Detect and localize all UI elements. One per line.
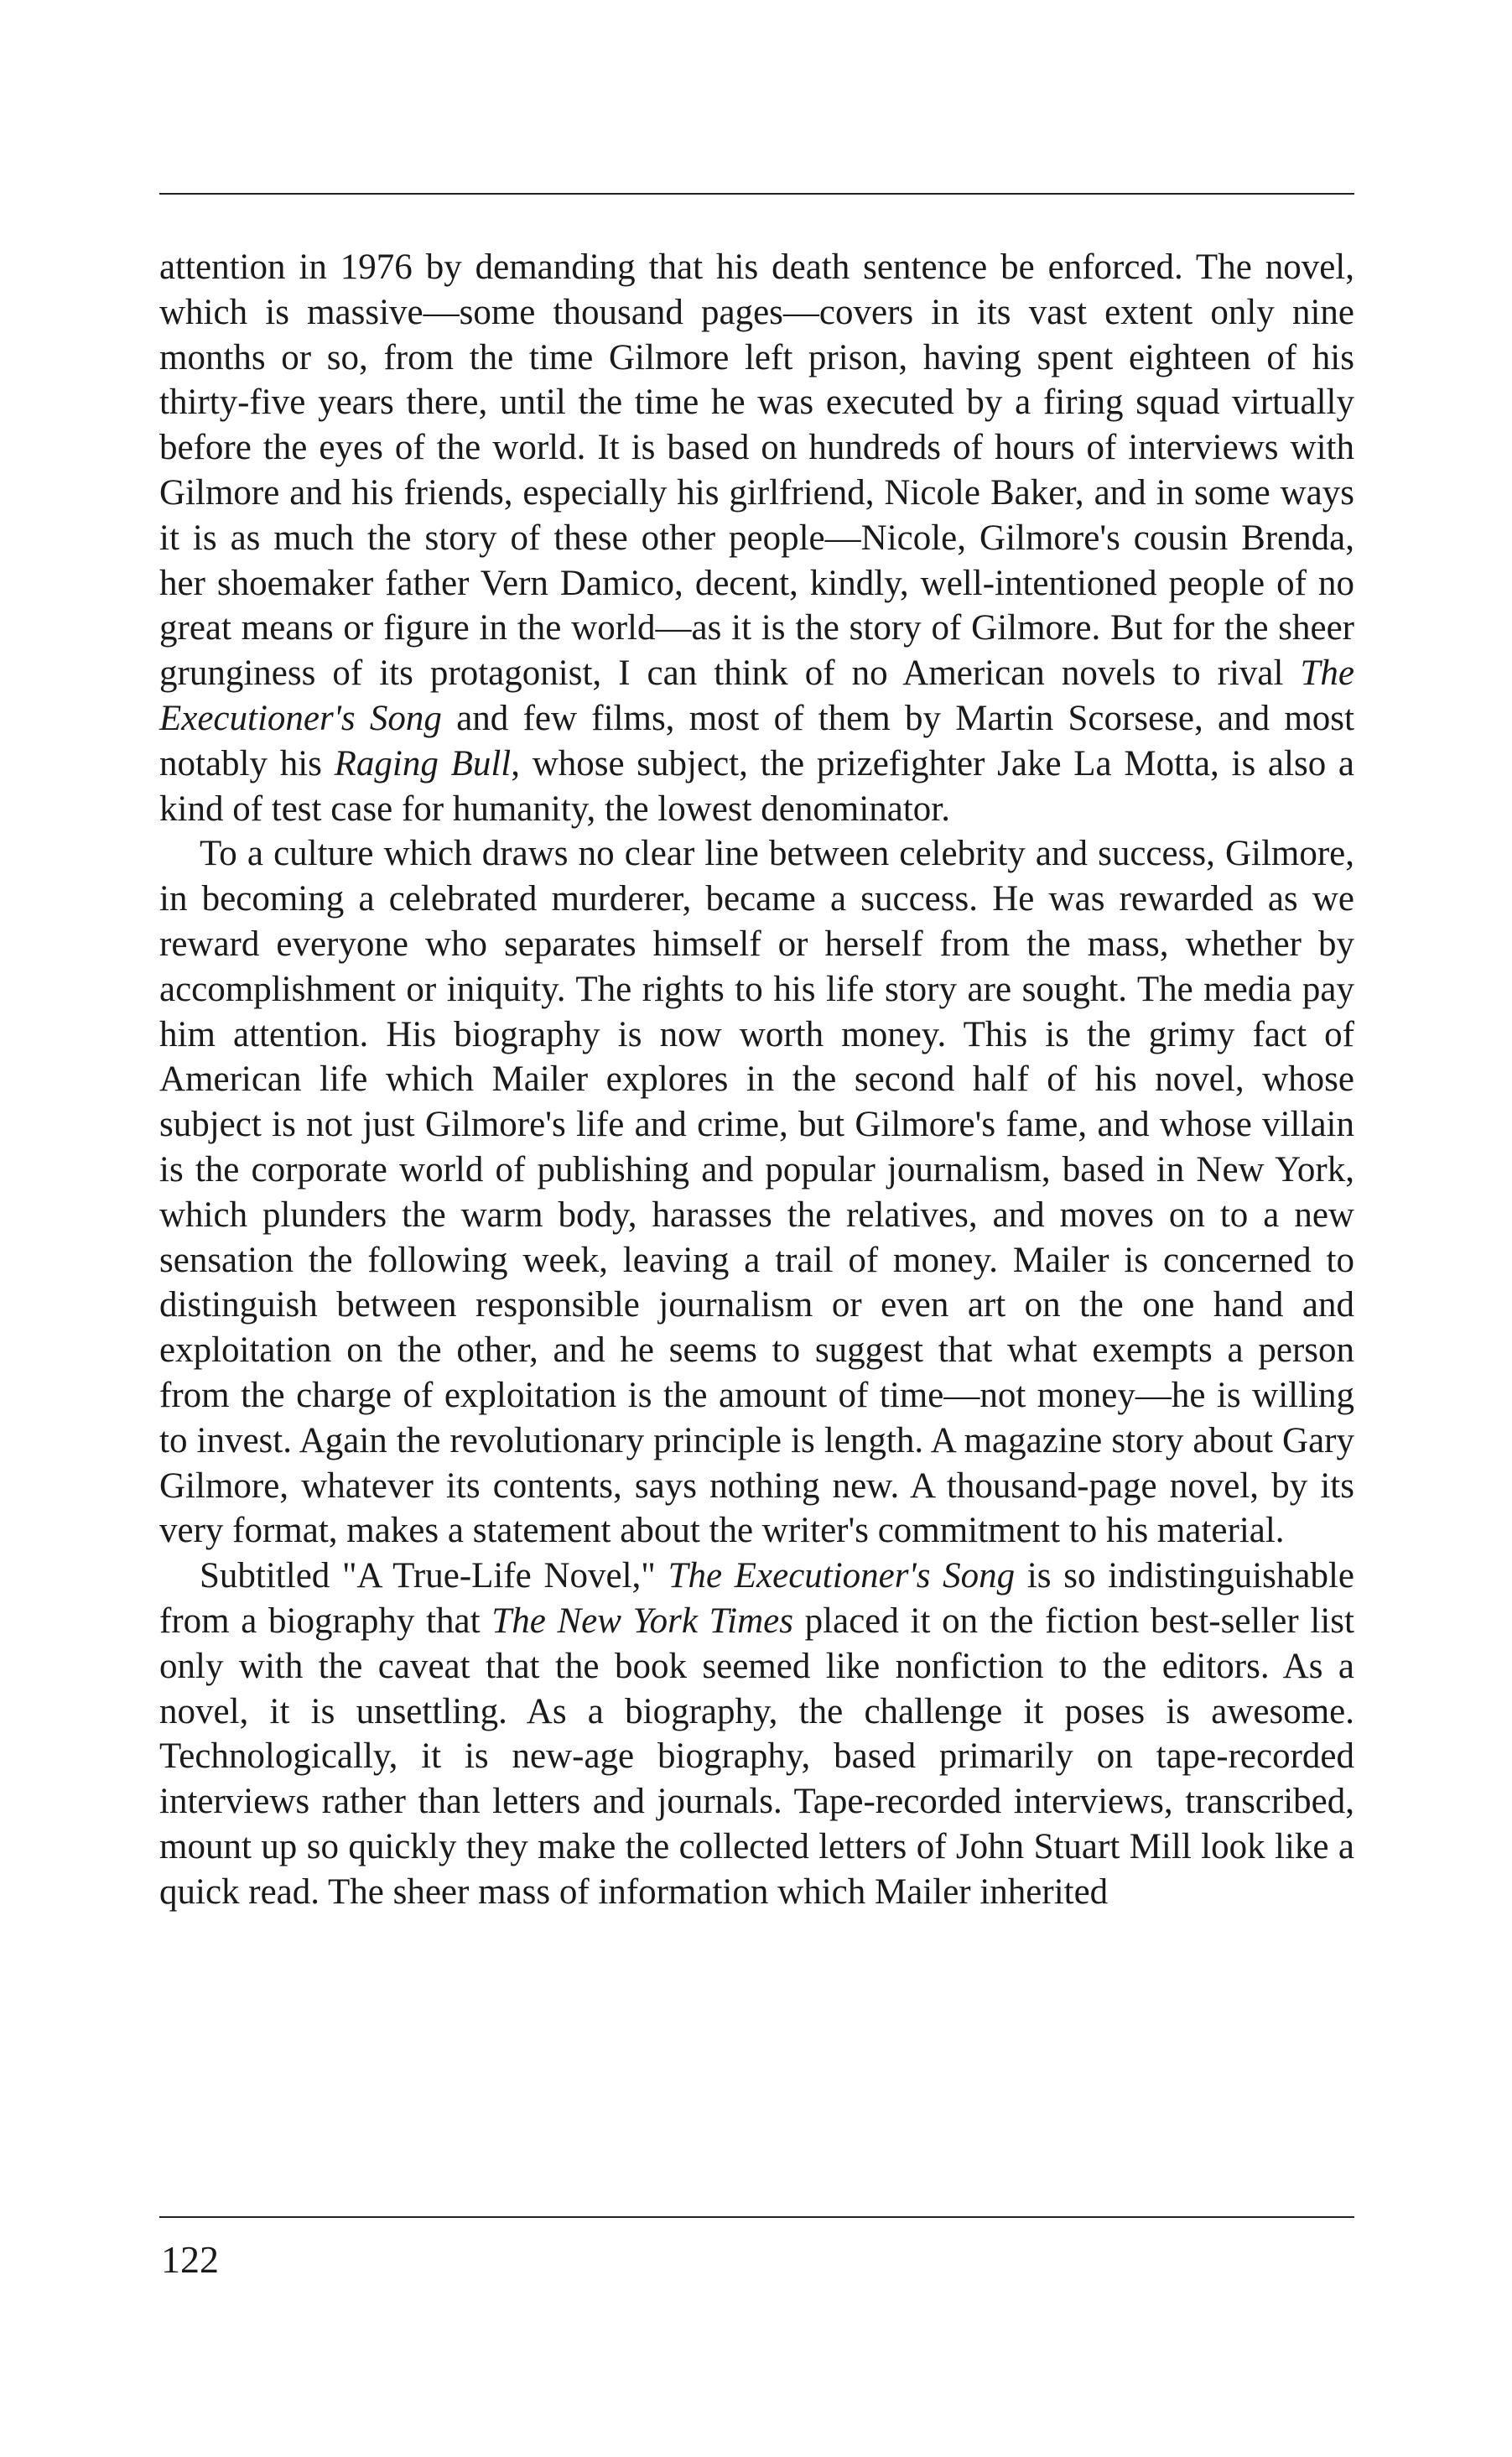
text-run: , whose subject, the prizefighter Jake La Motta, is also a kind of test case for humanity, the lowest denominator. xyxy=(159,743,1355,829)
footer-rule xyxy=(159,2216,1354,2218)
book-title: The Executioner's Song xyxy=(668,1556,1016,1596)
paragraph-3 xyxy=(159,1554,1354,1914)
header-rule xyxy=(159,193,1354,195)
text-run: attention in 1976 by demanding that his death sentence be enforced. The novel, which is massive—some thousand pages—covers in its vast extent only nine months or so, from the time Gilmore left prison, having spent eighteen of his thirty-five years there, until the time he was executed by a firing squad virtually before the eyes of the world. It is based on hundreds of hours of interviews with Gilmore and his friends, especially his girlfriend, Nicole Baker, and in some ways it is as much the story of these other people—Nicole, Gilmore's cousin Brenda, her shoemaker father Vern Damico, decent, kindly, well-intentioned people of no great means or figure in the world—as it is the story of Gilmore. But for the sheer grunginess of its protagonist, I can think of no American novels to rival xyxy=(159,247,1354,694)
book-title: The Executioner's Song xyxy=(159,653,1354,738)
newspaper-title: The New York Times xyxy=(491,1601,793,1641)
page-number: 122 xyxy=(161,2238,219,2281)
text-run: placed it on the fiction best-seller list only with the caveat that the book seemed like nonfiction to the editors. As a novel, it is unsettling. As a biography, the challenge it poses is awesome. Technologically, it is new-age biography, based primarily on tape-recorded interviews rather than letters and journals. Tape-recorded interviews, transcribed, mount up so quickly they make the collected letters of John Stuart Mill look like a quick read. The sheer mass of information which Mailer inherited xyxy=(159,1601,1354,1912)
text-run: is so indistinguishable from a biography that xyxy=(159,1556,1355,1641)
text-run: and few films, most of them by Martin Scorsese, and most notably his xyxy=(159,698,1354,783)
text-run: To a culture which draws no clear line between celebrity and success, Gilmore, in becoming a celebrated murderer, became a success. He was rewarded as we reward everyone who separates himself or herself from the mass, whether by accomplishment or iniquity. The rights to his life story are sought. The media pay him attention. His biography is now worth money. This is the grimy fact of American life which Mailer explores in the second half of his novel, whose subject is not just Gilmore's life and crime, but Gilmore's fame, and whose villain is the corporate world of publishing and popular journalism, based in New York, which plunders the warm body, harasses the relatives, and moves on to a new sensation the following week, leaving a trail of money. Mailer is concerned to distinguish between responsible journalism or even art on the one hand and exploitation on the other, and he seems to suggest that what exempts a person from the charge of exploitation is the amount of time—not money—he is willing to invest. Again the revolutionary principle is length. A magazine story about Gary Gilmore, whatever its contents, says nothing new. A thousand-page novel, by its very format, makes a statement about the writer's commitment to his material. xyxy=(159,834,1354,1551)
text-run: Subtitled "A True-Life Novel," xyxy=(200,1556,668,1596)
film-title: Raging Bull xyxy=(334,743,512,783)
paragraph-2 xyxy=(159,831,1354,1554)
body-text xyxy=(159,245,1354,1914)
paragraph-1 xyxy=(159,245,1354,831)
